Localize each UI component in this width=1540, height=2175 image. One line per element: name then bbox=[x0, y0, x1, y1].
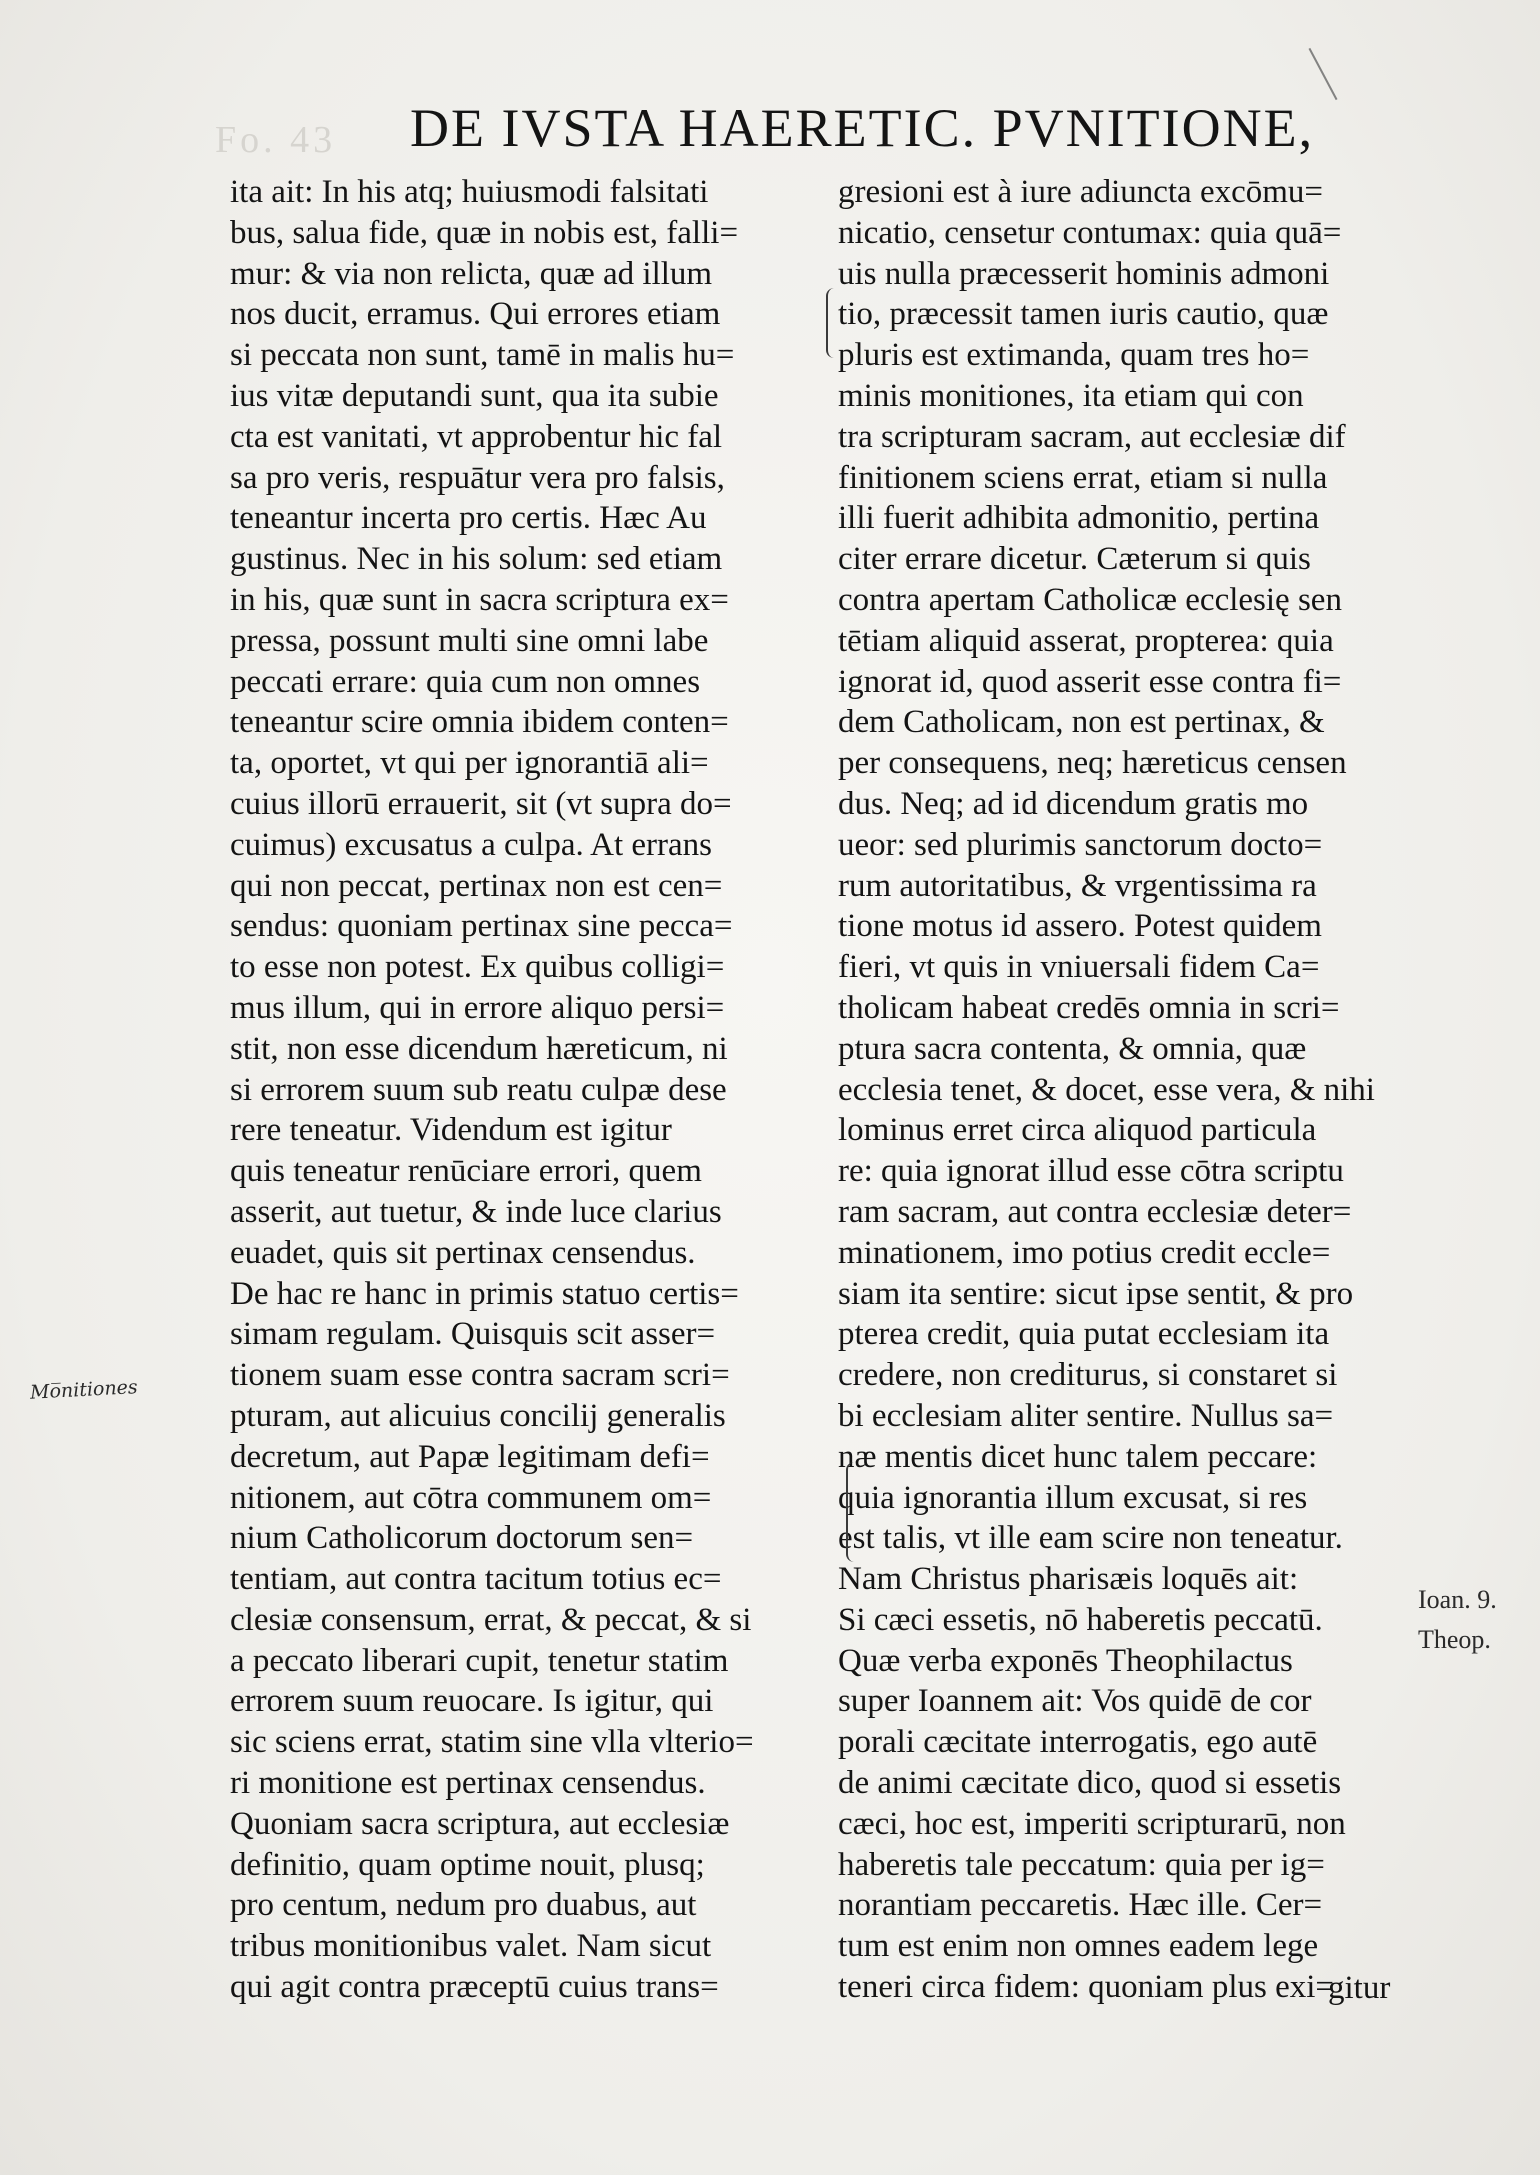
left-text-column bbox=[230, 172, 790, 2008]
text-line: gustinus. Nec in his solum: sed etiam bbox=[230, 541, 723, 578]
text-line: ecclesia tenet, & docet, esse vera, & nihi bbox=[838, 1071, 1375, 1108]
text-line: tione motus id assero. Potest quidem bbox=[838, 908, 1322, 945]
text-line: Quoniam sacra scriptura, aut ecclesiæ bbox=[230, 1805, 730, 1842]
text-line: euadet, quis sit pertinax censendus. bbox=[230, 1234, 696, 1271]
text-line: tio, præcessit tamen iuris cautio, quæ bbox=[838, 296, 1329, 333]
marginal-reference-theop: Theop. bbox=[1418, 1625, 1491, 1654]
text-line: pressa, possunt multi sine omni labe bbox=[230, 622, 709, 659]
text-line: nitionem, aut cōtra communem om= bbox=[230, 1479, 712, 1516]
text-line: sa pro veris, respuātur vera pro falsis, bbox=[230, 459, 725, 496]
text-line: to esse non potest. Ex quibus colligi= bbox=[230, 949, 725, 986]
text-line: nicatio, censetur contumax: quia quā= bbox=[838, 214, 1342, 251]
text-line: mus illum, qui in errore aliquo persi= bbox=[230, 989, 725, 1026]
text-line: stit, non esse dicendum hæreticum, ni bbox=[230, 1030, 728, 1067]
text-line: cuius illorū errauerit, sit (vt supra do= bbox=[230, 785, 732, 822]
text-line: ignorat id, quod asserit esse contra fi= bbox=[838, 663, 1342, 700]
marginal-note-right bbox=[1418, 1580, 1497, 1660]
text-line: dus. Neq; ad id dicendum gratis mo bbox=[838, 785, 1309, 822]
text-line: bus, salua fide, quæ in nobis est, falli= bbox=[230, 214, 739, 251]
right-text-column bbox=[838, 172, 1408, 2008]
text-line: qui agit contra præceptū cuius trans= bbox=[230, 1969, 719, 2006]
text-line: si errorem suum sub reatu culpæ dese bbox=[230, 1071, 727, 1108]
text-line: decretum, aut Papæ legitimam defi= bbox=[230, 1438, 710, 1475]
text-line: pturam, aut alicuius concilij generalis bbox=[230, 1397, 726, 1434]
marginal-reference-ioan: Ioan. 9. bbox=[1418, 1585, 1497, 1614]
running-title: DE IVSTA HAERETIC. PVNITIONE, bbox=[410, 98, 1315, 158]
text-line: teneantur incerta pro certis. Hæc Au bbox=[230, 500, 707, 537]
text-line: tribus monitionibus valet. Nam sicut bbox=[230, 1928, 712, 1965]
text-line: nium Catholicorum doctorum sen= bbox=[230, 1520, 694, 1557]
text-line: de animi cæcitate dico, quod si essetis bbox=[838, 1765, 1342, 1802]
text-line: minationem, imo potius credit eccle= bbox=[838, 1234, 1331, 1271]
text-line: dem Catholicam, non est pertinax, & bbox=[838, 704, 1325, 741]
text-line: finitionem sciens errat, etiam si nulla bbox=[838, 459, 1328, 496]
text-line: errorem suum reuocare. Is igitur, qui bbox=[230, 1683, 714, 1720]
text-line: cta est vanitati, vt approbentur hic fal bbox=[230, 418, 723, 455]
text-line: peccati errare: quia cum non omnes bbox=[230, 663, 701, 700]
ink-stroke-mark bbox=[1309, 48, 1338, 100]
text-line: asserit, aut tuetur, & inde luce clarius bbox=[230, 1193, 722, 1230]
text-line: ri monitione est pertinax censendus. bbox=[230, 1765, 706, 1802]
text-line: credere, non crediturus, si constaret si bbox=[838, 1357, 1338, 1394]
text-line: cuimus) excusatus a culpa. At errans bbox=[230, 826, 713, 863]
text-line: pterea credit, quia putat ecclesiam ita bbox=[838, 1316, 1330, 1353]
text-line: super Ioannem ait: Vos quidē de cor bbox=[838, 1683, 1312, 1720]
margin-bracket bbox=[826, 288, 838, 358]
text-line: tum est enim non omnes eadem lege bbox=[838, 1928, 1319, 1965]
text-line: quis teneatur renūciare errori, quem bbox=[230, 1153, 702, 1190]
text-line: sendus: quoniam pertinax sine pecca= bbox=[230, 908, 733, 945]
text-line: rere teneatur. Videndum est igitur bbox=[230, 1112, 672, 1149]
text-line: næ mentis dicet hunc talem peccare: bbox=[838, 1438, 1318, 1475]
text-line: nos ducit, erramus. Qui errores etiam bbox=[230, 296, 721, 333]
text-line: bi ecclesiam aliter sentire. Nullus sa= bbox=[838, 1397, 1334, 1434]
text-line: pro centum, nedum pro duabus, aut bbox=[230, 1887, 697, 1924]
text-line: tionem suam esse contra sacram scri= bbox=[230, 1357, 730, 1394]
text-line: si peccata non sunt, tamē in malis hu= bbox=[230, 337, 735, 374]
text-line: qui non peccat, pertinax non est cen= bbox=[230, 867, 723, 904]
text-line: quia ignorantia illum excusat, si res bbox=[838, 1479, 1308, 1516]
text-line: tra scripturam sacram, aut ecclesiæ dif bbox=[838, 418, 1346, 455]
text-line: est talis, vt ille eam scire non teneatur. bbox=[838, 1520, 1343, 1557]
text-line: definitio, quam optime nouit, plusq; bbox=[230, 1846, 705, 1883]
text-line: citer errare dicetur. Cæterum si quis bbox=[838, 541, 1311, 578]
text-line: siam ita sentire: sicut ipse sentit, & pro bbox=[838, 1275, 1354, 1312]
folio-number-ghost: Fo. 43 bbox=[215, 119, 337, 161]
text-line: cæci, hoc est, imperiti scripturarū, non bbox=[838, 1805, 1346, 1842]
text-line: porali cæcitate interrogatis, ego autē bbox=[838, 1724, 1318, 1761]
text-line: uis nulla præcesserit hominis admoni bbox=[838, 255, 1330, 292]
text-line: norantiam peccaretis. Hæc ille. Cer= bbox=[838, 1887, 1323, 1924]
text-line: contra apertam Catholicæ ecclesię sen bbox=[838, 581, 1342, 618]
text-line: ram sacram, aut contra ecclesiæ deter= bbox=[838, 1193, 1352, 1230]
text-line: a peccato liberari cupit, tenetur statim bbox=[230, 1642, 729, 1679]
text-line: lominus erret circa aliquod particula bbox=[838, 1112, 1317, 1149]
text-line: ius vitæ deputandi sunt, qua ita subie bbox=[230, 377, 719, 414]
text-line: fieri, vt quis in vniuersali fidem Ca= bbox=[838, 949, 1320, 986]
text-line: pluris est extimanda, quam tres ho= bbox=[838, 337, 1310, 374]
text-line: teneantur scire omnia ibidem conten= bbox=[230, 704, 729, 741]
text-line: per consequens, neq; hæreticus censen bbox=[838, 745, 1347, 782]
text-line: ita ait: In his atq; huiusmodi falsitati bbox=[230, 174, 709, 210]
text-line: minis monitiones, ita etiam qui con bbox=[838, 377, 1304, 414]
text-line: tholicam habeat credēs omnia in scri= bbox=[838, 989, 1340, 1026]
catchword: gitur bbox=[1328, 1970, 1391, 2006]
text-line: Nam Christus pharisæis loquēs ait: bbox=[838, 1561, 1299, 1598]
marginal-note-left: Mo̅nitiones bbox=[29, 1376, 139, 1404]
text-line: Quæ verba exponēs Theophilactus bbox=[838, 1642, 1293, 1679]
text-line: haberetis tale peccatum: quia per ig= bbox=[838, 1846, 1325, 1883]
text-line: gresioni est à iure adiuncta excōmu= bbox=[838, 174, 1324, 210]
text-line: re: quia ignorat illud esse cōtra scriptu bbox=[838, 1153, 1344, 1190]
text-line: ptura sacra contenta, & omnia, quæ bbox=[838, 1030, 1307, 1067]
text-line: tētiam aliquid asserat, propterea: quia bbox=[838, 622, 1334, 659]
text-line: ta, oportet, vt qui per ignorantiā ali= bbox=[230, 745, 709, 782]
text-line: clesiæ consensum, errat, & peccat, & si bbox=[230, 1601, 752, 1638]
text-line: De hac re hanc in primis statuo certis= bbox=[230, 1275, 739, 1312]
text-line: Si cæci essetis, nō haberetis peccatū. bbox=[838, 1601, 1323, 1638]
text-line: in his, quæ sunt in sacra scriptura ex= bbox=[230, 581, 729, 618]
text-line: mur: & via non relicta, quæ ad illum bbox=[230, 255, 713, 292]
text-line: tentiam, aut contra tacitum totius ec= bbox=[230, 1561, 722, 1598]
text-line: ueor: sed plurimis sanctorum docto= bbox=[838, 826, 1323, 863]
text-line: illi fuerit adhibita admonitio, pertina bbox=[838, 500, 1320, 537]
text-line: teneri circa fidem: quoniam plus exi= bbox=[838, 1969, 1335, 2006]
text-line: sic sciens errat, statim sine vlla vlterio= bbox=[230, 1724, 754, 1761]
margin-bracket bbox=[846, 1462, 858, 1562]
text-line: simam regulam. Quisquis scit asser= bbox=[230, 1316, 716, 1353]
text-line: rum autoritatibus, & vrgentissima ra bbox=[838, 867, 1317, 904]
